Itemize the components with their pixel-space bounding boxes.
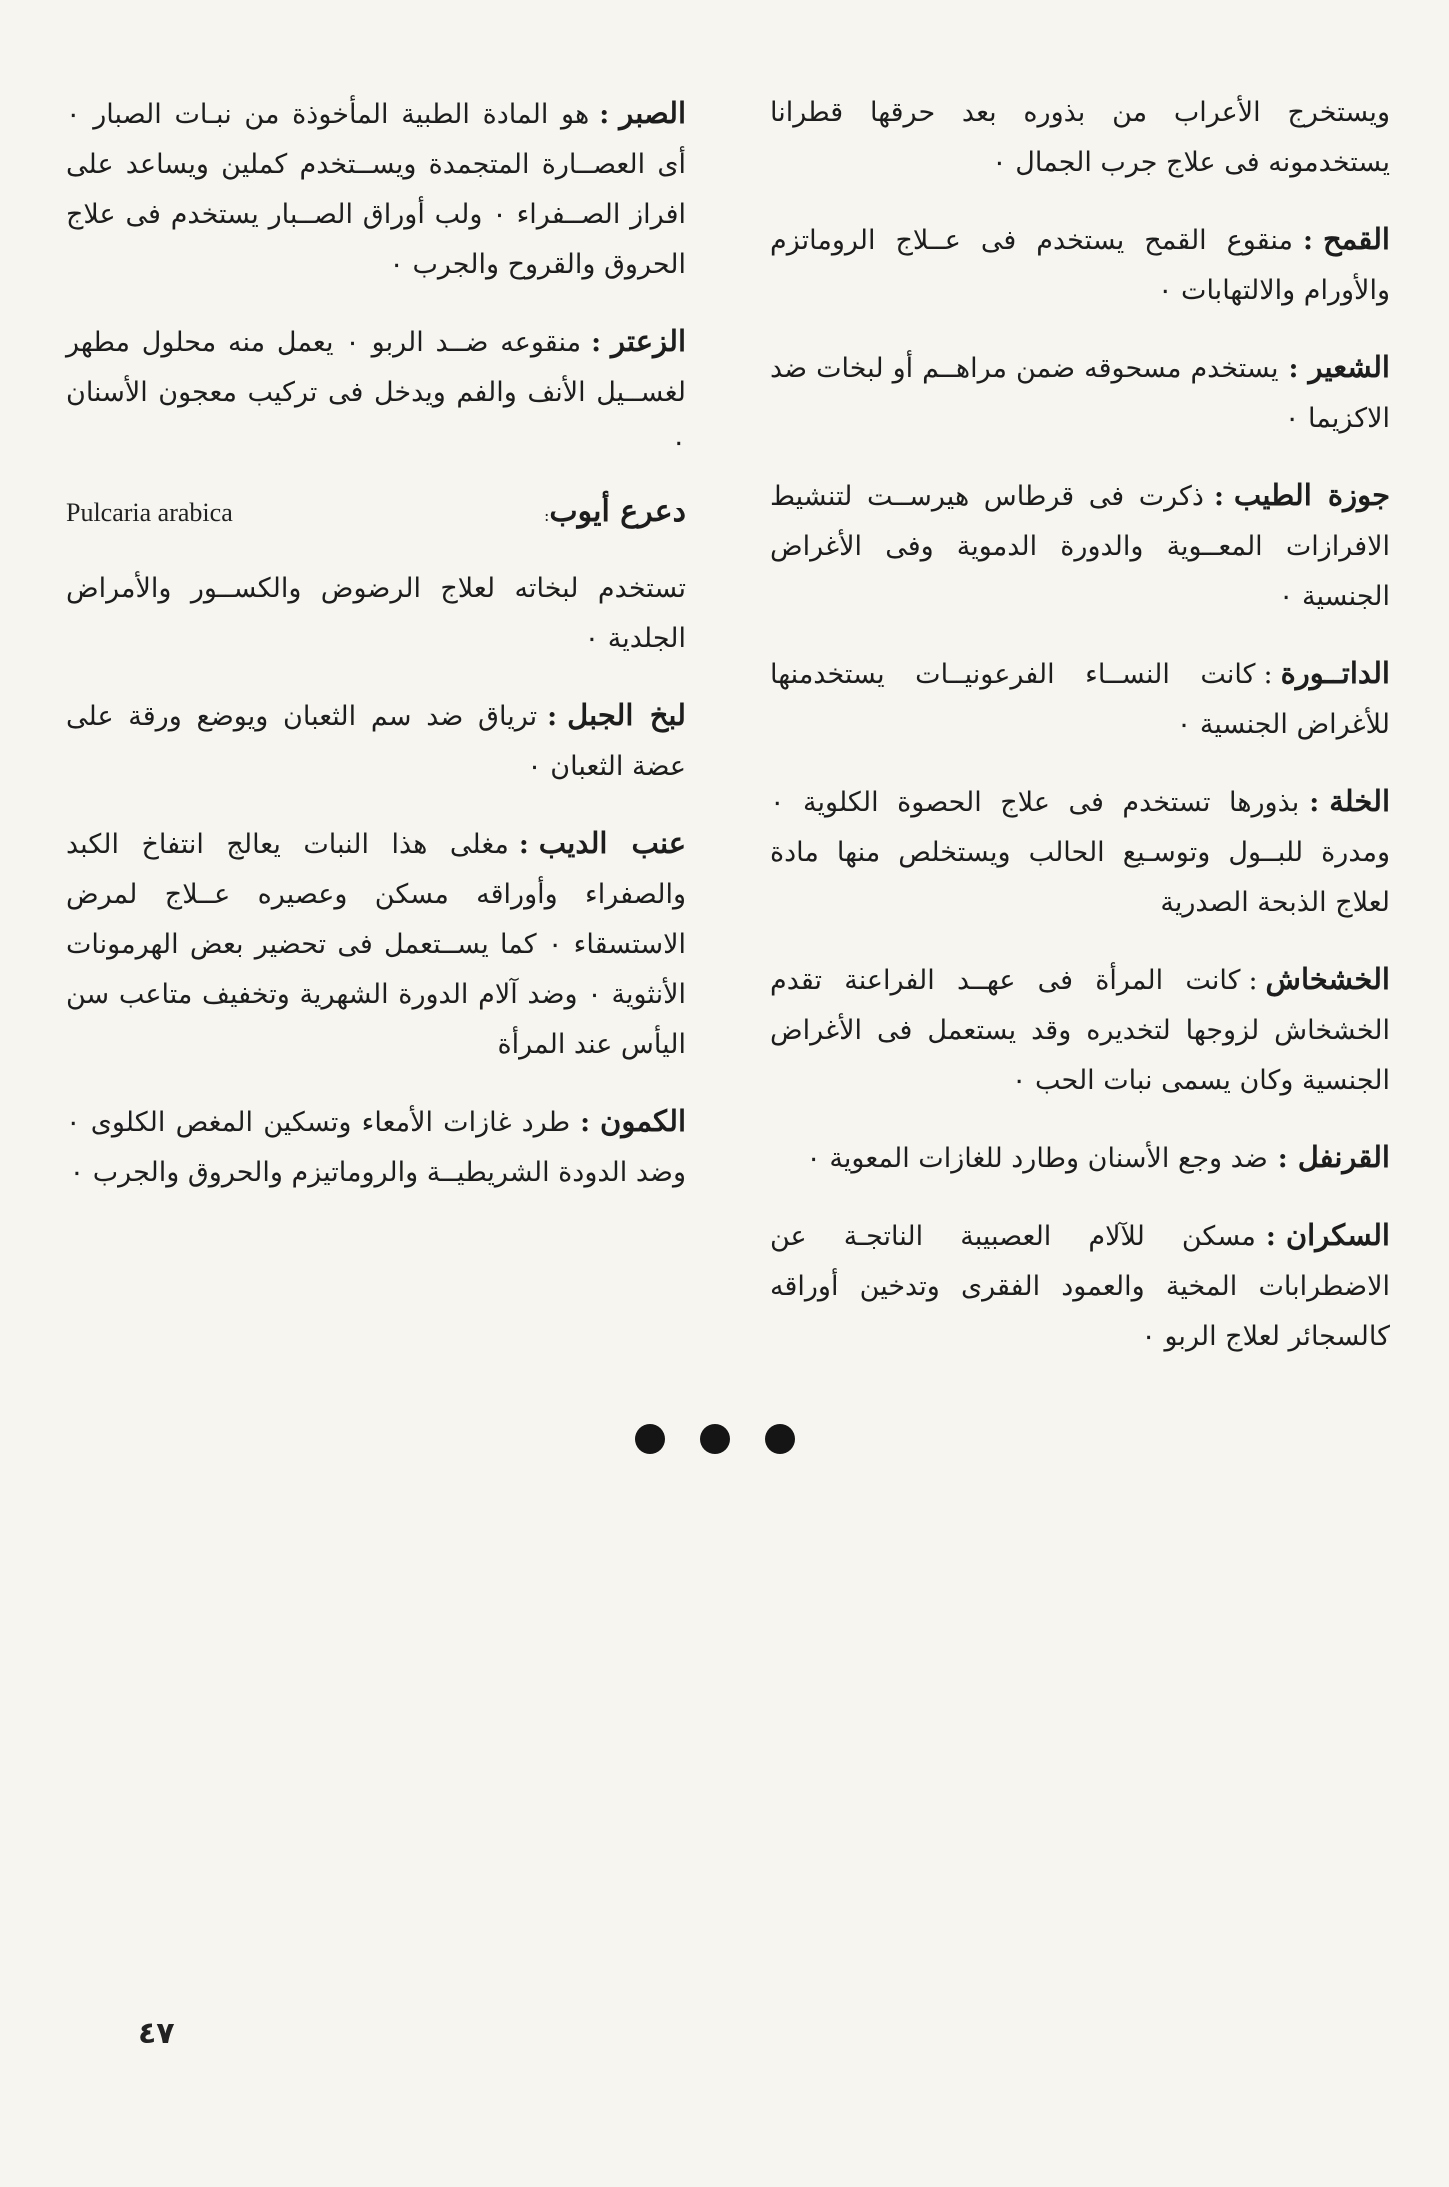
entry-term: عنب الديب [538, 826, 686, 860]
entry-text: يستخدم مسحوقه ضمن مراهــم أو لبخات ضد الاكزيما ٠ [770, 353, 1390, 434]
entry-term: لبخ الجبل [567, 698, 686, 732]
entry-term: الكمون [600, 1104, 686, 1138]
entry-text: هو المادة الطبية المأخوذة من نبـات الصبار ٠ أى العصــارة المتجمدة ويســتخدم كملين ويساعد على افراز الصــفراء ٠ ولب أوراق الصــبار يستخدم فى علاج الحروق والقروح والجرب ٠ [66, 99, 686, 280]
entry-term: القرنفل [1297, 1140, 1390, 1174]
entry-separator: : [547, 701, 558, 732]
entry-nightshade [66, 818, 686, 1070]
entry-term: الداتــورة [1280, 656, 1390, 690]
entry-aloe [66, 88, 686, 290]
entry-ayyub-term-group [544, 494, 686, 529]
entry-term: الخشخاش [1265, 962, 1390, 996]
entry-term: جوزة الطيب [1233, 478, 1390, 512]
entry-text: كانت النســاء الفرعونيــات يستخدمنها للأغراض الجنسية ٠ [770, 659, 1390, 740]
entry-text: كانت المرأة فى عهــد الفراعنة تقدم الخشخاش لزوجها لتخديره وقد يستعمل فى الأغراض الجنسية وكان يسمى نبات الحب ٠ [770, 965, 1390, 1096]
entry-term: الزعتر [611, 324, 686, 358]
entry-term: دعرع أيوب [549, 494, 686, 529]
entry-text: طرد غازات الأمعاء وتسكين المغص الكلوى ٠ وضد الدودة الشريطيــة والروماتيزم والحروق والجرب ٠ [66, 1107, 686, 1188]
entry-separator: : [1302, 225, 1313, 256]
entry-separator: : [599, 99, 610, 130]
entry-thyme [66, 316, 686, 468]
entry-term: الخلة [1329, 784, 1390, 818]
entry-separator: : [544, 506, 550, 525]
entry-mountain-plaster [66, 690, 686, 792]
entry-text: ذكرت فى قرطاس هيرســت لتنشيط الافرازات المعــوية والدورة الدموية وفى الأغراض الجنسية ٠ [770, 481, 1390, 612]
entry-clove [770, 1132, 1390, 1184]
latin-name: Pulcaria arabica [66, 498, 233, 527]
dot-ornament [765, 1424, 795, 1454]
entry-text: تستخدم لبخاته لعلاج الرضوض والكســور والأمراض الجلدية ٠ [66, 573, 686, 654]
right-column [770, 88, 1390, 1388]
entry-intro-continuation [770, 88, 1390, 188]
entry-separator: : [1309, 787, 1320, 818]
entry-separator: : [518, 829, 529, 860]
entry-separator: : [591, 327, 602, 358]
entry-khella [770, 776, 1390, 928]
entry-ayyub-heading [66, 494, 686, 544]
entry-wheat [770, 214, 1390, 316]
entry-term: الصبر [619, 96, 686, 130]
dot-ornament [700, 1424, 730, 1454]
entry-text: منقوع القمح يستخدم فى عــلاج الروماتزم والأورام والالتهابات ٠ [770, 225, 1390, 306]
entry-text: بذورها تستخدم فى علاج الحصوة الكلوية ٠ ومدرة للبــول وتوسـيع الحالب ويستخلص منها مادة لعلاج الذبحة الصدرية [770, 787, 1390, 918]
entry-text: منقوعه ضــد الربو ٠ يعمل منه محلول مطهر لغســيل الأنف والفم ويدخل فى تركيب معجون الأسنان ٠ [66, 327, 686, 458]
entry-separator: : [1248, 965, 1258, 996]
entry-separator: : [1213, 481, 1224, 512]
entry-ayyub-text [66, 564, 686, 664]
entry-barley [770, 342, 1390, 444]
entry-separator: : [1277, 1143, 1288, 1174]
entry-nutmeg [770, 470, 1390, 622]
entry-separator: : [1263, 659, 1273, 690]
entry-term: الشعير [1308, 350, 1390, 384]
entry-term: السكران [1285, 1218, 1390, 1252]
entry-separator: : [1265, 1221, 1276, 1252]
left-column [66, 88, 686, 1224]
dot-ornament [635, 1424, 665, 1454]
entry-text: مسكن للآلام العصبيبة الناتجـة عن الاضطرابات المخية والعمود الفقرى وتدخين أوراقه كالسجائر لعلاج الربو ٠ [770, 1221, 1390, 1352]
entry-text: مغلى هذا النبات يعالج انتفاخ الكبد والصفراء وأوراقه مسكن وعصيره عــلاج لمرض الاستسقاء ٠ كما يســتعمل فى تحضير بعض الهرمونات الأنثوية ٠ وضد آلام الدورة الشهرية وتخفيف متاعب سن اليأس عند المرأة [66, 829, 686, 1060]
entry-separator: : [580, 1107, 591, 1138]
entry-datura [770, 648, 1390, 750]
entry-henbane [770, 1210, 1390, 1362]
entry-text: ويستخرج الأعراب من بذوره بعد حرقها قطرانا يستخدمونه فى علاج جرب الجمال ٠ [770, 97, 1390, 178]
page-number: ٤٧ [138, 2016, 175, 2051]
entry-text: ترياق ضد سم الثعبان ويوضع ورقة على عضة الثعبان ٠ [66, 701, 686, 782]
section-end-dots [635, 1424, 795, 1454]
entry-separator: : [1288, 353, 1299, 384]
entry-text: ضد وجع الأسنان وطارد للغازات المعوية ٠ [806, 1143, 1268, 1174]
entry-poppy [770, 954, 1390, 1106]
entry-term: القمح [1322, 222, 1390, 256]
entry-cumin [66, 1096, 686, 1198]
